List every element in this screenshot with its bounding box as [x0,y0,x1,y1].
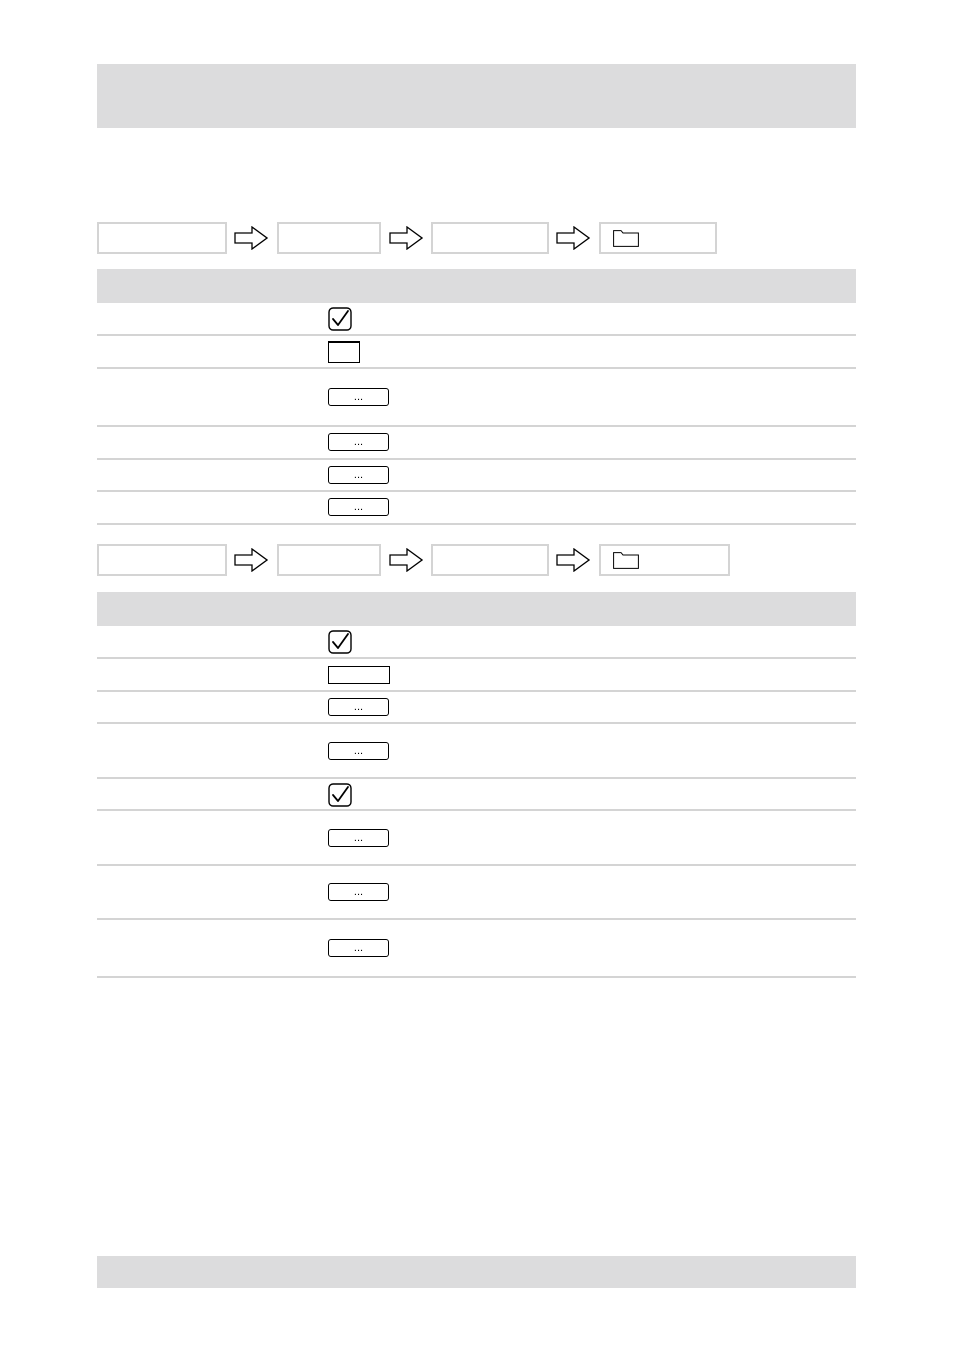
arrow-right-icon [556,226,590,250]
breadcrumb-step-2[interactable] [277,222,381,254]
text-field[interactable] [328,666,390,684]
header-band [97,64,856,128]
breadcrumb-step-folder[interactable] [599,222,717,254]
breadcrumb-step-1[interactable] [97,222,227,254]
table-row [97,811,856,866]
breadcrumb-step-3[interactable] [431,222,549,254]
table-header [97,592,856,626]
breadcrumb-step-folder[interactable] [599,544,730,576]
table-row [97,427,856,460]
checkbox-checked-icon[interactable] [328,307,352,331]
arrow-right-icon [234,548,268,572]
breadcrumb-step-1[interactable] [97,544,227,576]
arrow-right-icon [389,548,423,572]
footer-band [97,1256,856,1288]
table-row [97,303,856,336]
ellipsis-button[interactable]: ... [328,498,389,516]
ellipsis-button[interactable]: ... [328,698,389,716]
folder-icon [613,230,639,247]
table-row [97,866,856,920]
breadcrumb-path-2 [97,544,857,576]
ellipsis-button[interactable]: ... [328,742,389,760]
checkbox-checked-icon[interactable] [328,630,352,654]
breadcrumb-step-2[interactable] [277,544,381,576]
ellipsis-button[interactable]: ... [328,939,389,957]
ellipsis-button[interactable]: ... [328,883,389,901]
table-header [97,269,856,303]
arrow-right-icon [389,226,423,250]
arrow-right-icon [556,548,590,572]
table-row [97,779,856,811]
folder-icon [613,552,639,569]
table-row [97,369,856,427]
table-row [97,492,856,525]
ellipsis-button[interactable]: ... [328,466,389,484]
ellipsis-button[interactable]: ... [328,388,389,406]
parameter-table-2 [97,592,856,978]
table-row [97,626,856,659]
table-row [97,659,856,692]
parameter-table-1 [97,269,856,525]
checkbox-checked-icon[interactable] [328,783,352,807]
table-row [97,920,856,978]
value-field[interactable] [328,341,360,363]
table-row [97,460,856,492]
table-row [97,724,856,779]
table-row [97,336,856,369]
ellipsis-button[interactable]: ... [328,829,389,847]
table-row [97,692,856,724]
arrow-right-icon [234,226,268,250]
ellipsis-button[interactable]: ... [328,433,389,451]
breadcrumb-step-3[interactable] [431,544,549,576]
breadcrumb-path-1 [97,222,857,254]
